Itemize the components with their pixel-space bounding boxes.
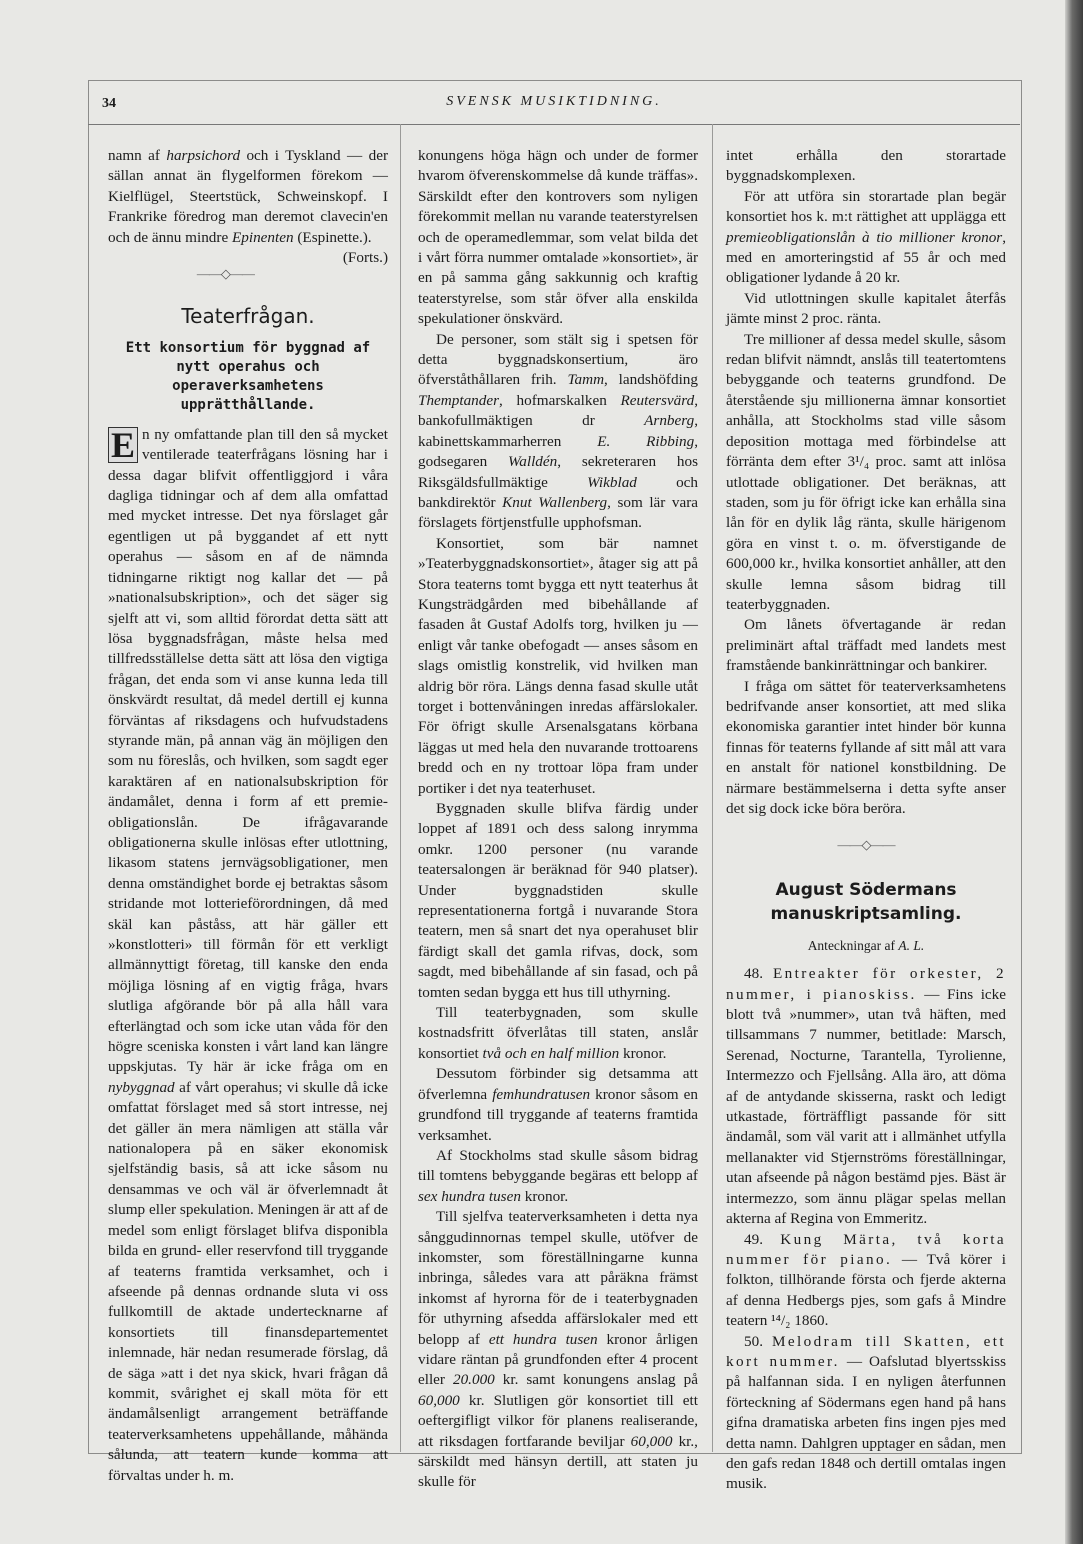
text-run: kr., särskildt med hänsyn dertill, att staten ju skulle för [418, 1432, 698, 1491]
spaced-title: Entreakter för orkester, 2 nummer, i pianoskiss. [726, 965, 1007, 1003]
text-run: n ny omfattande plan till den så mycket ventilerade teaterfrågans lösning har i dessa dagar blifvit offentliggjord i våra dagliga tidningar och af dem alla omfattad med mycket intresse. Det nya förslaget går egentligen ut på byggandet af ett nytt operahus — såsom en af de nämnda tidningarne riktigt nog kallar det — på »nationalsubskription», och det säger sig sjelft att vi, som alltid förordat detta sätt att lösa byggnadsfrågan, måste helsa med tillfredsställelse detta sätt att lösa den vigtiga frågan, det enda som vi anse kunna leda till önskvärdt resultat, då medel dertill ej kunna förväntas af riksdagens och hufvudstadens styrande män, på annan väg än möjligen den som nu föreslås, och hvilken, som sagdt eger karaktären af en nationalsubskription för ändamålet, denna i form af ett premie-obligationslån. De ifrågavarande obligationerna skulle inlösas efter utlottning, likasom statens jernvägsobligationer, men denna omständighet borde ej betraktas såsom stridande mot lotterieförordningen, då med skäl kan påståss, att här gäller ett »konstlotteri» till förmån för ett verkligt allmännyttigt företag, till kanske den enda möjliga lösning af en vigtig fråga, hvars slutliga afgörande bör på alla håll vara efterlängtad och som icke utan våda för den högre sceniska konsten i vårt land kan längre uppskjutas. Ty här är icke fråga om en [108, 425, 388, 1076]
text-run: 48. [744, 965, 773, 983]
text-run: , med en amorteringstid af 55 år och med obligationer lydande å 20 kr. [726, 228, 1006, 287]
catalogue-entry [726, 1230, 1006, 1332]
italic-text: 60,000 [418, 1391, 460, 1409]
text-run: , landshöfding [604, 371, 698, 389]
article-paragraph [418, 146, 698, 330]
text-run: , sekreteraren hos Riksgäldsfullmäktige [418, 453, 698, 491]
column-3 [726, 146, 1006, 1495]
italic-text: två och en half million [482, 1044, 620, 1062]
italic-text: Tamm [567, 371, 605, 389]
text-run: kronor såsom en grundfond till tryggande af teaterns framtida verksamhet. [418, 1085, 699, 1144]
text-run: I fråga om sättet för teaterverksamhetens bedrifvande anser konsortiet, att med slika ekonomiska garantier intet hinder bör kunna finnas för teaterns fyllande af sitt mål att vara en anstalt för nationel konstbildning. De närmare bestämmelserna i detta syfte anser det sig dock icke böra beröra. [726, 677, 1006, 817]
forts-note: (Forts.) [342, 249, 388, 267]
article-paragraph [726, 187, 1006, 289]
text-run: Vid utlottningen skulle kapitalet återfås jämte minst 2 proc. ränta. [726, 289, 1006, 328]
text-run: , godsegaren [418, 432, 698, 471]
article-paragraph [726, 330, 1006, 616]
column-divider [400, 124, 401, 1452]
article-paragraph [726, 289, 1006, 330]
column-2 [418, 146, 698, 1493]
text-run: , bankofullmäktigen dr [418, 391, 698, 430]
article-paragraph [108, 425, 388, 1486]
text-run: namn af [108, 147, 167, 164]
spaced-title: Kung Märta, två korta nummer för piano. [726, 1230, 1006, 1268]
text-run: För att utföra sin storartade plan begär konsortiet hos k. m:t rättighet att upplägga ett [726, 187, 1006, 226]
drop-cap: E [108, 427, 138, 463]
text-run: och i Tyskland — der sällan annat än flygelformen förekom — Kielflügel, Steertstück, Schweinskopf. I Frankrike föredrog man deremot clavecin'en och de ännu mindre [108, 147, 388, 246]
text-run: kr. samt konungens anslag på [494, 1371, 698, 1389]
italic-text: 60,000 [630, 1432, 673, 1450]
text-run: kronor årligen vidare räntan på grundfonden efter 4 procent eller [418, 1330, 698, 1389]
ornament-divider: ——◇—— [837, 837, 895, 853]
text-run: kronor. [619, 1044, 667, 1062]
text-run: — Fins icke blott två »nummer», utan två häften, med tillsammans 7 nummer, betitlade: Marsch, Serenad, Nocturne, Tarantella, Tyrolienne, Intermezzo och Fjellsång. Alla äro, att döma af de antydande skisserna, raskt och ledigt utkastade, förträffligt passande för sitt ändamål, som väl varit att i allmänhet utfylla mellanakter vid Stjernströms föreställningar, utan afseende på någon bestämd pjes. Bäst är intermezzo, som ännu plägar spelas mellan akterna af Regina von Emmeritz. [726, 985, 1006, 1228]
italic-text: Epinenten [232, 228, 294, 246]
article-paragraph [418, 1146, 698, 1207]
text-run: , hofmarskalken [499, 391, 621, 409]
page-number: 34 [102, 96, 116, 111]
text-run: , som lär vara förslagets förtjenstfulle upphofsman. [418, 493, 699, 532]
italic-text: Reutersvärd [620, 391, 695, 409]
text-run: Tre millioner af dessa medel skulle, såsom redan blifvit nämndt, anslås till teatertomtens bebyggande och teaterns grundfond. De återstående sju millionerna ämnar konsortiet anhålla, att Stockholms stad ville såsom deposition mottaga med förbindelse att förränta dem efter 3¹/₄ proc. samt att inlösa utlottade obligationer. Det beräknas, att staden, som ju för öfrigt icke kan erhålla sina lån för en dylik låg ränta, skulle härigenom göra en vinst t. o. m. öfverstigande de 600,000 kr., hvilka konsortiet anhåller, att den skulle lemna såsom bidrag till teaterbyggnaden. [726, 330, 1006, 613]
text-run: Dessutom förbinder sig detsamma att öfverlemna [418, 1065, 698, 1103]
text-run: 50. [744, 1332, 772, 1350]
article-paragraph [726, 677, 1006, 820]
text-run: Byggnaden skulle blifva färdig under loppet af 1891 och dess salong inrymma omkr. 1200 personer (nu varande teatersalongen är beräknad för 940 platser). Under byggnadstiden skulle representationerna fortgå i nuvarande Stora teatern, men så snart det nya operahuset blir färdigt skall det gamla rifvas, dock, som sagdt, med bibehållande af sin fasad, och på tomten sedan bygga ett hus till uthyrning. [418, 800, 698, 1001]
article-paragraph [418, 1003, 698, 1064]
text-run: och bankdirektör [418, 473, 698, 511]
article-subtitle: Ett konsortium för byggnad af nytt operahus och operaverksamhetens upprätthållande. [125, 339, 371, 413]
catalogue-entry [726, 964, 1006, 1229]
catalogue-entry [726, 1332, 1006, 1495]
masthead: SVENSK MUSIKTIDNING. [446, 94, 662, 109]
text-run: 49. [744, 1230, 781, 1248]
article-paragraph [418, 799, 698, 1003]
text-run: Om lånets öfvertagande är redan preliminärt aftal träffadt med landets mest framstående bankinrättningar och bankirer. [726, 616, 1006, 675]
text-run: , kabinettskammarherren [418, 412, 698, 450]
continued-paragraph [108, 146, 388, 267]
text-run: Anteckningar af [807, 937, 899, 953]
column-1 [108, 146, 388, 1486]
italic-text: Walldén [508, 453, 558, 471]
spaced-title: Melodram till Skatten, ett kort nummer. [726, 1332, 1006, 1370]
text-run: De personer, som stält sig i spetsen för detta byggnadskonsertium, äro öfverståthållaren frih. [418, 330, 698, 389]
text-run: Af Stockholms stad skulle såsom bidrag till tomtens bebyggande begäras ett belopp af [418, 1146, 698, 1185]
text-run: af vårt operahus; vi skulle då icke omfattat förslaget med så stort intresse, nej det gäller än mera nämligen att ställa vår nationalopera på en säker ekonomisk sjelfständig basis, så att icke såsom nu densammas ve och väl är öfverlemnadt åt slump eller spekulation. Meningen är att af de medel som enligt förslaget blifva disponibla bilda en grund- eller reservfond till tryggande af teaterns framtida verksamhet, och i afseende på dennas ordnande sluta vi oss fullkomtill de aktade undertecknarne af konsortiets till finansdepartementet inlemnade, här nedan resumerade förslag, då de säga »att i det nya skick, hvari frågan då kommit, svårighet ej skall möta för ett ändamålsenligt arrangement beträffande teaterverksamhetens uppehållande, måhända sålunda, att teatern kunde komma att förvaltas under h. m. [108, 1078, 388, 1484]
scan-page-edge [1065, 0, 1083, 1544]
text-run: Konsortiet, som bär namnet »Teaterbyggnadskonsortiet», åtager sig att på Stora teaterns tomt bygga ett nytt teaterhus åt Kungsträdgården med bibehållande af fasaden åt Gustaf Adolfs torg, hvilken ju — enligt vår tanke obefogadt — anses såsom en slags omistlig konstrelik, vid hvilken man aldrig bör röra. Längs denna fasad skulle utåt torget i bottenvåningen inredas affärslokaler. För öfrigt skulle Arsenalsgatans körbana läggas ut med hela den nuvarande trottoarens bredd och en ny trottoar löpa fram under portiker i det nya teaterhuset. [418, 534, 698, 797]
text-run: Till sjelfva teaterverksamheten i detta nya sånggudinnornas tempel skulle, utöfver de inkomster, som föreställningarne kunna inbringa, således vara att påräkna främst inkomst af hyrorna för de i teaterbygnaden för uthyrning afsedda affärslokaler med ett belopp af [418, 1208, 698, 1348]
text-run: — Två körer i folkton, tillhörande första och fjerde akterna af denna Hedbergs pjes, som gafs å Mindre teatern ¹⁴/₂ 1860. [726, 1250, 1006, 1330]
italic-text: harpsichord [166, 147, 241, 164]
italic-text: femhundratusen [492, 1085, 591, 1103]
text-run: (Espinette.). [293, 228, 372, 246]
article-paragraph [418, 1064, 698, 1146]
byline [726, 936, 1006, 956]
italic-text: Knut Wallenberg [502, 493, 608, 511]
italic-text: A. L. [898, 937, 925, 953]
italic-text: Themptander [418, 391, 499, 409]
article-title: Teaterfrågan. [181, 304, 315, 329]
text-run: konungens höga hägn och under de former hvarom öfverenskommelse då kunde träffas». Särskildt efter den kontrovers som nyligen förekommit mellan nu varande teaterstyrelsen och de operamedlemmar, som velat bilda det i vårt förra nummer omtalade »konsortiet», är en på samma gång sakkunnig och kraftig teaterstyrelse, som står öfver alla enskilda spekulationer önskvärd. [418, 147, 698, 328]
text-run: kronor. [520, 1187, 569, 1205]
article-title: August Södermans manuskriptsamling. [770, 879, 962, 924]
italic-text: premieobligationslån à tio millioner kronor [726, 228, 1003, 246]
article-paragraph [726, 146, 1006, 187]
column-divider [712, 124, 713, 1452]
italic-text: sex hundra tusen [418, 1187, 521, 1205]
italic-text: nybyggnad [108, 1078, 175, 1096]
text-run: — Oafslutad blyertsskiss på halfannan sida. I en nyligen återfunnen förteckning af Södermans egen hand på hans gifna dramatiska arbeten fins ingen pjes med detta namn. Dahlgren upptager en sådan, men den gafs redan 1848 och dertill omtalas ingen musik. [726, 1352, 1006, 1493]
ornament-divider: ——◇—— [196, 266, 254, 282]
article-paragraph [418, 330, 698, 534]
article-paragraph [418, 1207, 698, 1493]
italic-text: E. Ribbing [597, 432, 695, 450]
text-run: Till teaterbygnaden, som skulle kostnadsfritt öfverlåtas till staten, anslår konsortiet [418, 1004, 698, 1062]
italic-text: ett hundra tusen [488, 1330, 598, 1348]
article-paragraph [418, 534, 698, 799]
text-run: intet erhålla den storartade byggnadskomplexen. [726, 147, 1006, 185]
article-paragraph [726, 615, 1006, 676]
text-run: kr. Slutligen gör konsortiet till ett oeftergifligt vilkor för planens realiserande, att riksdagen fortfarande beviljar [418, 1391, 698, 1450]
italic-text: Arnberg [644, 412, 695, 430]
italic-text: Wikblad [587, 473, 637, 491]
running-header [88, 80, 1020, 125]
italic-text: 20.000 [452, 1371, 495, 1389]
